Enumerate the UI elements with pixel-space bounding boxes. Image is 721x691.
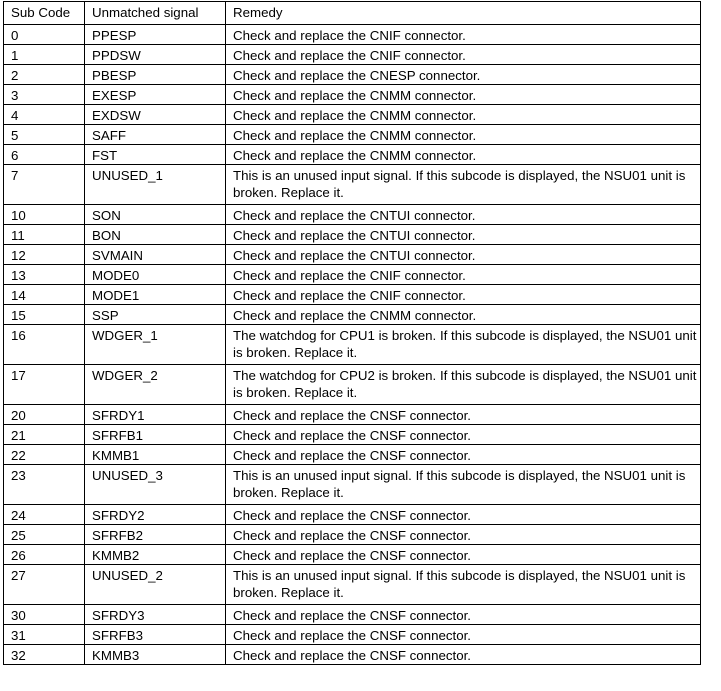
unmatched-signal-cell: EXESP	[85, 85, 226, 105]
remedy-cell: The watchdog for CPU1 is broken. If this subcode is displayed, the NSU01 unit is broken. Replace it.	[226, 325, 701, 365]
remedy-cell: Check and replace the CNSF connector.	[226, 625, 701, 645]
sub-code-cell: 32	[4, 645, 85, 665]
sub-code-cell: 0	[4, 25, 85, 45]
unmatched-signal-cell: MODE1	[85, 285, 226, 305]
sub-code-cell: 23	[4, 465, 85, 505]
table-row	[4, 505, 701, 525]
sub-code-cell: 11	[4, 225, 85, 245]
table-row	[4, 285, 701, 305]
sub-code-cell: 22	[4, 445, 85, 465]
unmatched-signal-cell: SFRDY3	[85, 605, 226, 625]
subcode-table	[3, 1, 701, 665]
unmatched-signal-cell: FST	[85, 145, 226, 165]
table-row	[4, 445, 701, 465]
header-sub-code: Sub Code	[4, 2, 85, 25]
table-row	[4, 85, 701, 105]
unmatched-signal-cell: MODE0	[85, 265, 226, 285]
remedy-cell: Check and replace the CNSF connector.	[226, 425, 701, 445]
unmatched-signal-cell: SFRFB1	[85, 425, 226, 445]
remedy-cell: The watchdog for CPU2 is broken. If this subcode is displayed, the NSU01 unit is broken. Replace it.	[226, 365, 701, 405]
sub-code-cell: 25	[4, 525, 85, 545]
table-row	[4, 545, 701, 565]
sub-code-cell: 17	[4, 365, 85, 405]
remedy-cell: Check and replace the CNTUI connector.	[226, 225, 701, 245]
table-row	[4, 245, 701, 265]
sub-code-cell: 26	[4, 545, 85, 565]
table-row	[4, 125, 701, 145]
unmatched-signal-cell: UNUSED_1	[85, 165, 226, 205]
remedy-cell: This is an unused input signal. If this subcode is displayed, the NSU01 unit is broken. Replace it.	[226, 465, 701, 505]
remedy-cell: Check and replace the CNMM connector.	[226, 85, 701, 105]
remedy-cell: Check and replace the CNSF connector.	[226, 645, 701, 665]
unmatched-signal-cell: SFRFB3	[85, 625, 226, 645]
table-row	[4, 265, 701, 285]
table-row	[4, 645, 701, 665]
sub-code-cell: 31	[4, 625, 85, 645]
unmatched-signal-cell: WDGER_2	[85, 365, 226, 405]
sub-code-cell: 1	[4, 45, 85, 65]
table-row	[4, 225, 701, 245]
table-row	[4, 405, 701, 425]
table-row	[4, 565, 701, 605]
unmatched-signal-cell: SAFF	[85, 125, 226, 145]
unmatched-signal-cell: KMMB3	[85, 645, 226, 665]
table-row	[4, 25, 701, 45]
unmatched-signal-cell: UNUSED_3	[85, 465, 226, 505]
table-row	[4, 45, 701, 65]
table-row	[4, 145, 701, 165]
remedy-cell: Check and replace the CNSF connector.	[226, 445, 701, 465]
sub-code-cell: 4	[4, 105, 85, 125]
unmatched-signal-cell: BON	[85, 225, 226, 245]
remedy-cell: This is an unused input signal. If this subcode is displayed, the NSU01 unit is broken. Replace it.	[226, 165, 701, 205]
unmatched-signal-cell: KMMB1	[85, 445, 226, 465]
remedy-cell: This is an unused input signal. If this subcode is displayed, the NSU01 unit is broken. Replace it.	[226, 565, 701, 605]
sub-code-cell: 30	[4, 605, 85, 625]
remedy-cell: Check and replace the CNSF connector.	[226, 405, 701, 425]
table-row	[4, 465, 701, 505]
remedy-cell: Check and replace the CNIF connector.	[226, 265, 701, 285]
table-row	[4, 65, 701, 85]
sub-code-cell: 5	[4, 125, 85, 145]
remedy-cell: Check and replace the CNMM connector.	[226, 145, 701, 165]
remedy-cell: Check and replace the CNSF connector.	[226, 525, 701, 545]
sub-code-cell: 27	[4, 565, 85, 605]
sub-code-cell: 13	[4, 265, 85, 285]
remedy-cell: Check and replace the CNSF connector.	[226, 505, 701, 525]
table-row	[4, 305, 701, 325]
table-row	[4, 205, 701, 225]
unmatched-signal-cell: PBESP	[85, 65, 226, 85]
unmatched-signal-cell: SFRDY1	[85, 405, 226, 425]
header-unmatched-signal: Unmatched signal	[85, 2, 226, 25]
unmatched-signal-cell: SON	[85, 205, 226, 225]
remedy-cell: Check and replace the CNSF connector.	[226, 545, 701, 565]
unmatched-signal-cell: PPDSW	[85, 45, 226, 65]
unmatched-signal-cell: PPESP	[85, 25, 226, 45]
sub-code-cell: 3	[4, 85, 85, 105]
table-row	[4, 105, 701, 125]
remedy-cell: Check and replace the CNIF connector.	[226, 45, 701, 65]
remedy-cell: Check and replace the CNTUI connector.	[226, 245, 701, 265]
remedy-cell: Check and replace the CNMM connector.	[226, 125, 701, 145]
sub-code-cell: 14	[4, 285, 85, 305]
table-row	[4, 605, 701, 625]
sub-code-cell: 15	[4, 305, 85, 325]
unmatched-signal-cell: SSP	[85, 305, 226, 325]
table-body	[4, 25, 701, 665]
table-row	[4, 325, 701, 365]
unmatched-signal-cell: KMMB2	[85, 545, 226, 565]
sub-code-cell: 24	[4, 505, 85, 525]
table-row	[4, 525, 701, 545]
table-row	[4, 625, 701, 645]
sub-code-cell: 12	[4, 245, 85, 265]
unmatched-signal-cell: SFRFB2	[85, 525, 226, 545]
subcode-table-container	[3, 1, 701, 665]
sub-code-cell: 10	[4, 205, 85, 225]
unmatched-signal-cell: EXDSW	[85, 105, 226, 125]
remedy-cell: Check and replace the CNIF connector.	[226, 25, 701, 45]
unmatched-signal-cell: SVMAIN	[85, 245, 226, 265]
remedy-cell: Check and replace the CNESP connector.	[226, 65, 701, 85]
remedy-cell: Check and replace the CNMM connector.	[226, 105, 701, 125]
remedy-cell: Check and replace the CNIF connector.	[226, 285, 701, 305]
remedy-cell: Check and replace the CNTUI connector.	[226, 205, 701, 225]
unmatched-signal-cell: SFRDY2	[85, 505, 226, 525]
table-header-row	[4, 2, 701, 25]
unmatched-signal-cell: UNUSED_2	[85, 565, 226, 605]
table-row	[4, 365, 701, 405]
sub-code-cell: 20	[4, 405, 85, 425]
sub-code-cell: 16	[4, 325, 85, 365]
table-row	[4, 165, 701, 205]
sub-code-cell: 7	[4, 165, 85, 205]
remedy-cell: Check and replace the CNMM connector.	[226, 305, 701, 325]
sub-code-cell: 6	[4, 145, 85, 165]
sub-code-cell: 21	[4, 425, 85, 445]
header-remedy: Remedy	[226, 2, 701, 25]
unmatched-signal-cell: WDGER_1	[85, 325, 226, 365]
sub-code-cell: 2	[4, 65, 85, 85]
remedy-cell: Check and replace the CNSF connector.	[226, 605, 701, 625]
table-row	[4, 425, 701, 445]
